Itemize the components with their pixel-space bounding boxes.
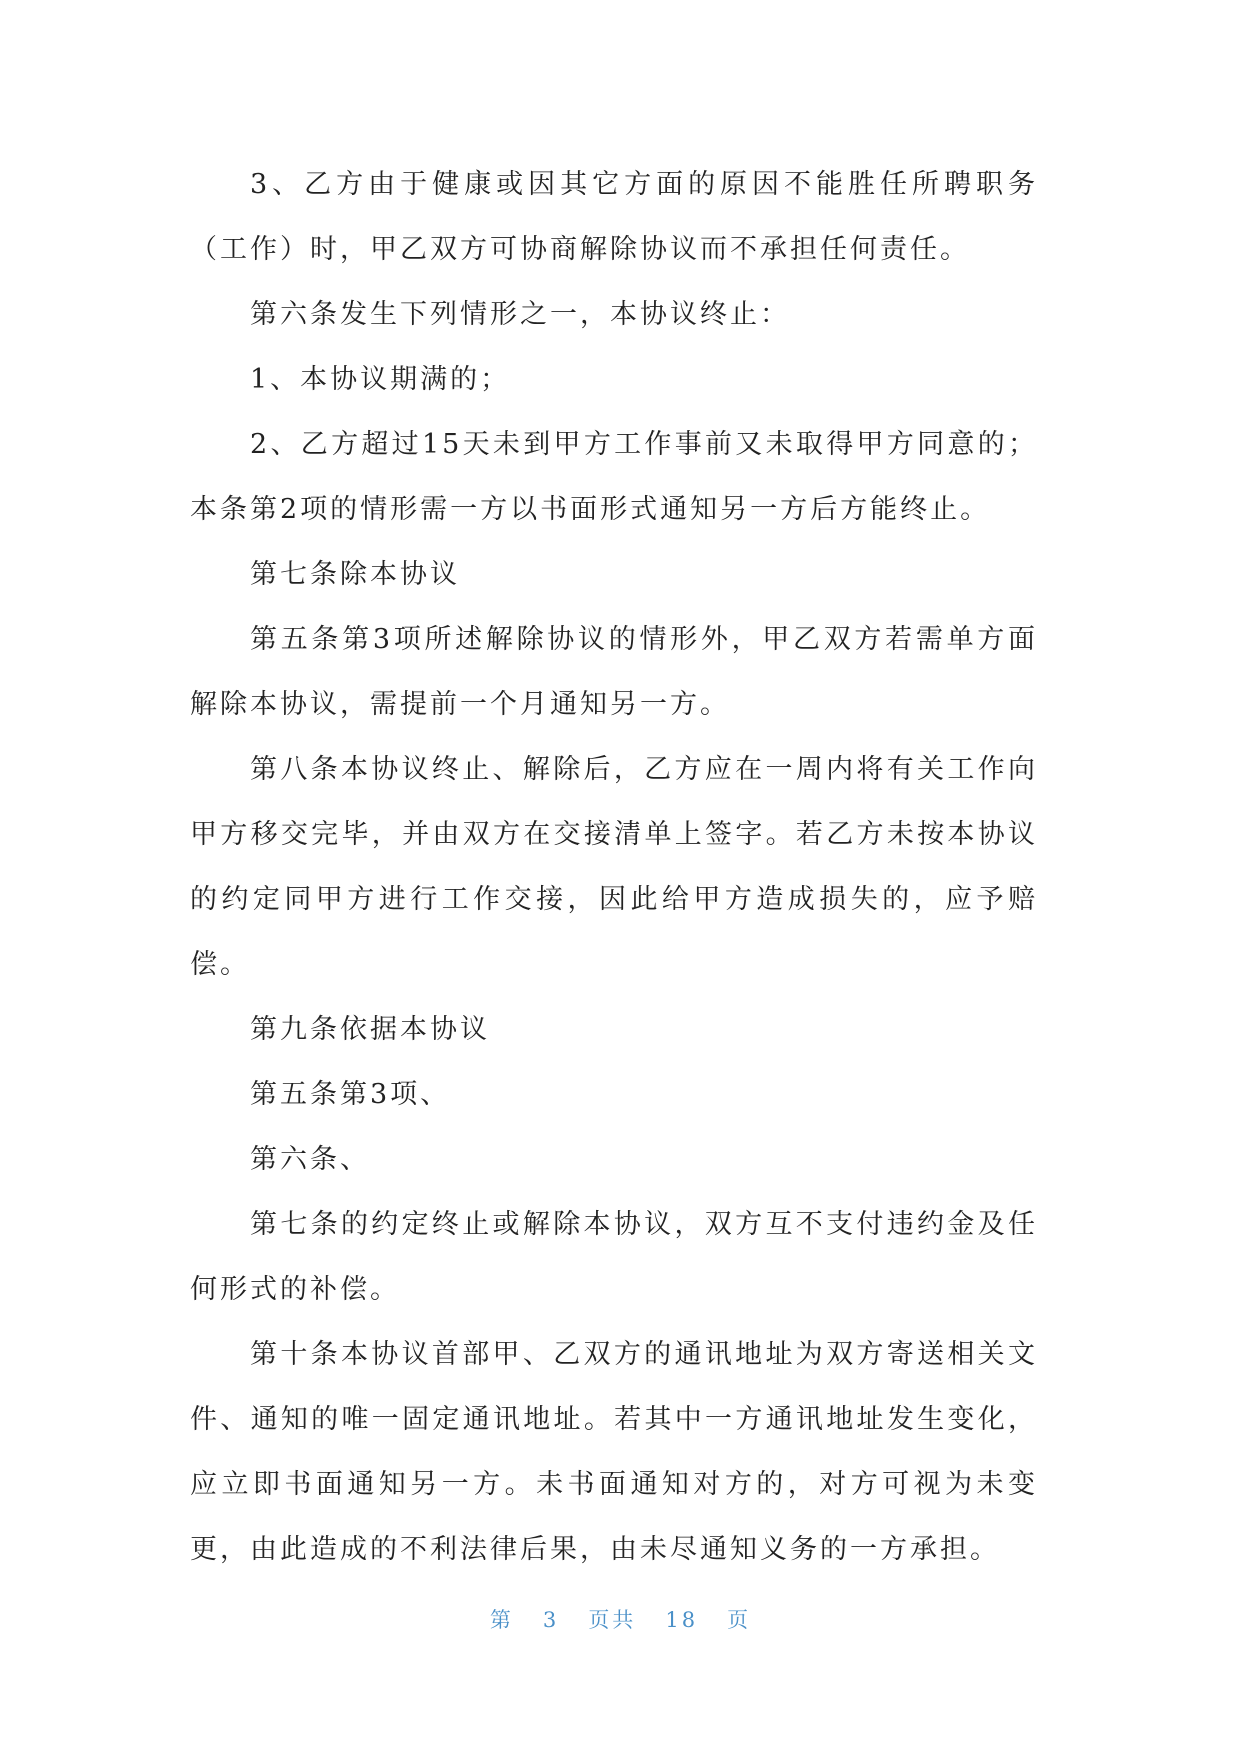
footer-middle: 页共 (588, 1608, 637, 1632)
paragraph-article-9-ref-2: 第六条、 (250, 1144, 370, 1175)
paragraph-article-10: 第十条本协议首部甲、乙双方的通讯地址为双方寄送相关文件、通知的唯一固定通讯地址。若其中一方通讯地址发生变化，应立即书面通知另一方。未书面通知对方的，对方可视为未变更，由此造成的不利法律后果，由未尽通知义务的一方承担。 (190, 1339, 1038, 1565)
paragraph-article-9-body: 第七条的约定终止或解除本协议，双方互不支付违约金及任何形式的补偿。 (190, 1209, 1038, 1305)
paragraph-article-7-body: 第五条第3项所述解除协议的情形外，甲乙双方若需单方面解除本协议，需提前一个月通知另一方。 (190, 624, 1038, 720)
page-number-footer (0, 1604, 1241, 1634)
paragraph-article-8: 第八条本协议终止、解除后，乙方应在一周内将有关工作向甲方移交完毕，并由双方在交接清单上签字。若乙方未按本协议的约定同甲方进行工作交接，因此给甲方造成损失的，应予赔偿。 (190, 754, 1038, 980)
current-page-number: 3 (542, 1608, 560, 1632)
paragraph-article-6-item-2: 2、乙方超过15天未到甲方工作事前又未取得甲方同意的；本条第2项的情形需一方以书面形式通知另一方后方能终止。 (190, 429, 1038, 525)
paragraph-article-7-heading: 第七条除本协议 (250, 559, 460, 590)
paragraph-article-9-heading: 第九条依据本协议 (250, 1014, 490, 1045)
paragraph-article-6-heading: 第六条发生下列情形之一，本协议终止： (250, 299, 790, 330)
paragraph-article-9-ref-1: 第五条第3项、 (250, 1079, 451, 1110)
footer-prefix: 第 (489, 1608, 514, 1632)
document-body (190, 152, 1038, 1582)
paragraph-article-6-item-1: 1、本协议期满的； (250, 364, 511, 395)
footer-suffix: 页 (727, 1608, 752, 1632)
paragraph-clause-5-item-3: 3、乙方由于健康或因其它方面的原因不能胜任所聘职务（工作）时，甲乙双方可协商解除协议而不承担任何责任。 (190, 169, 1038, 265)
total-pages-number: 18 (665, 1608, 699, 1632)
